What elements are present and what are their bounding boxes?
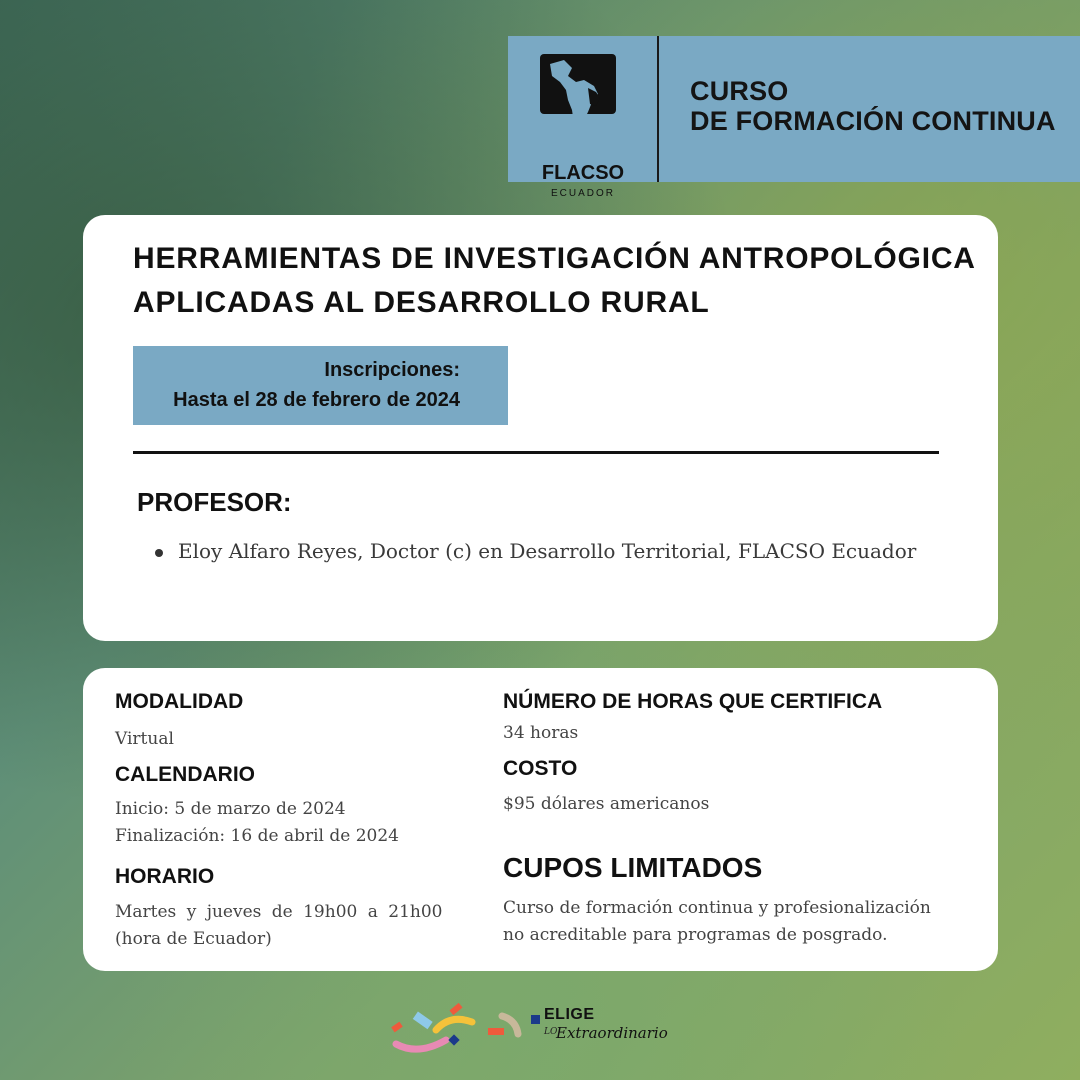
calendario-heading: CALENDARIO — [115, 763, 255, 786]
horas-heading: NÚMERO DE HORAS QUE CERTIFICA — [503, 690, 883, 713]
registration-deadline: Hasta el 28 de febrero de 2024 — [173, 389, 460, 411]
course-title — [133, 237, 983, 325]
note-line2: no acreditable para programas de posgrado. — [503, 925, 888, 945]
course-type-line2: DE FORMACIÓN CONTINUA — [690, 106, 1056, 136]
footer-subtitle: Extraordinario — [556, 1024, 668, 1042]
registration-label: Inscripciones: — [324, 359, 460, 381]
calendario-start: Inicio: 5 de marzo de 2024 — [115, 799, 346, 819]
professor-heading: PROFESOR: — [137, 487, 292, 517]
costo-value: $95 dólares americanos — [503, 794, 710, 814]
course-title-line1: HERRAMIENTAS DE INVESTIGACIÓN ANTROPOLÓGICA — [133, 242, 976, 275]
footer-campaign-logo — [388, 1000, 688, 1060]
logo-name: FLACSO — [541, 162, 625, 184]
logo-subtitle: ECUADOR — [550, 188, 615, 199]
modalidad-value: Virtual — [115, 729, 174, 749]
professor-item: Eloy Alfaro Reyes, Doctor (c) en Desarrollo Territorial, FLACSO Ecuador — [178, 539, 917, 563]
footer-lo: LO — [544, 1027, 558, 1037]
horario-line1: Martes y jueves de 19h00 a 21h00 — [115, 902, 443, 922]
horario-heading: HORARIO — [115, 865, 215, 888]
course-type-banner — [508, 36, 1080, 199]
modalidad-heading: MODALIDAD — [115, 690, 244, 713]
note-line1: Curso de formación continua y profesionalización — [503, 898, 931, 918]
bullet-icon — [155, 549, 163, 557]
americas-map-icon — [538, 50, 628, 156]
header-divider — [657, 36, 659, 182]
footer-title: ELIGE — [544, 1006, 595, 1023]
cupos-heading: CUPOS LIMITADOS — [503, 852, 763, 883]
course-info-card — [83, 668, 998, 971]
square-icon — [531, 1015, 540, 1024]
flacso-logo — [508, 36, 658, 199]
horario-line2: (hora de Ecuador) — [115, 929, 272, 949]
horas-value: 34 horas — [503, 723, 579, 743]
course-card — [83, 215, 998, 641]
divider-line — [133, 451, 939, 454]
registration-box — [133, 346, 508, 425]
costo-heading: COSTO — [503, 757, 578, 780]
calendario-end: Finalización: 16 de abril de 2024 — [115, 826, 399, 846]
course-type-line1: CURSO — [690, 76, 789, 106]
campaign-shapes-icon — [388, 1000, 528, 1060]
course-title-line2: APLICADAS AL DESARROLLO RURAL — [133, 286, 710, 319]
